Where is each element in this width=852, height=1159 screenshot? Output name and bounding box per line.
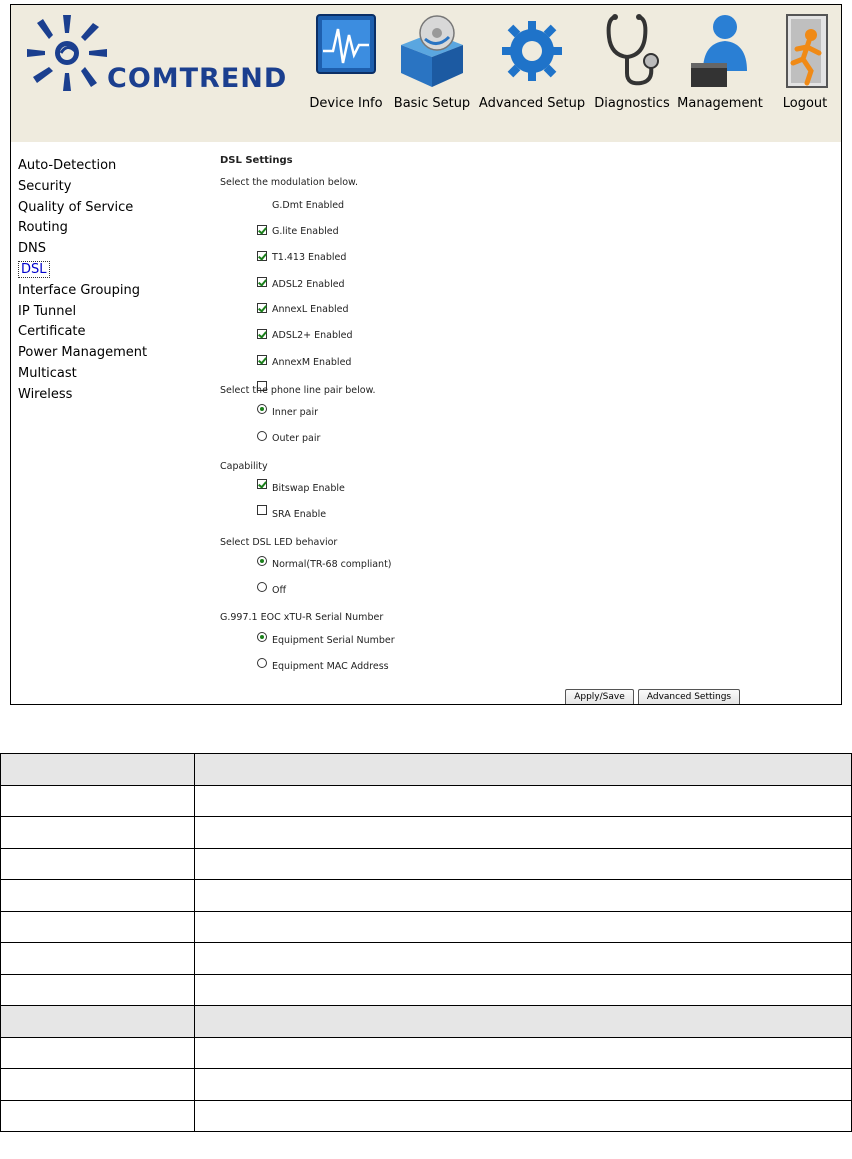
sidebar-item-quality-of-service[interactable] bbox=[11, 198, 147, 219]
sra-label: SRA Enable bbox=[272, 509, 327, 520]
table-cell bbox=[1, 911, 195, 943]
table-cell bbox=[1, 848, 195, 880]
adsl2-label: ADSL2 Enabled bbox=[272, 279, 345, 290]
sidebar-menu bbox=[11, 156, 147, 406]
sidebar-item-certificate[interactable] bbox=[11, 322, 147, 343]
advanced-settings-button[interactable]: Advanced Settings bbox=[638, 689, 740, 705]
table-cell bbox=[1, 1100, 195, 1132]
led-normal-label: Normal(TR-68 compliant) bbox=[272, 559, 392, 570]
sidebar-item-dsl[interactable] bbox=[11, 260, 147, 281]
t1413-label: T1.413 Enabled bbox=[272, 252, 347, 263]
table-cell bbox=[195, 754, 852, 786]
table-row bbox=[1, 785, 852, 817]
t1413-checkbox[interactable] bbox=[257, 277, 267, 287]
sidebar-item-label: DNS bbox=[18, 241, 46, 257]
sra-checkbox[interactable] bbox=[257, 505, 267, 515]
mac-address-radio[interactable] bbox=[257, 658, 267, 668]
sidebar-item-label: Power Management bbox=[18, 345, 148, 361]
table-cell bbox=[195, 911, 852, 943]
table-cell bbox=[1, 817, 195, 849]
table-cell bbox=[195, 817, 852, 849]
table-cell bbox=[195, 848, 852, 880]
page-title: DSL Settings bbox=[220, 155, 293, 166]
sidebar-item-multicast[interactable] bbox=[11, 364, 147, 385]
phone-pair-prompt: Select the phone line pair below. bbox=[220, 385, 376, 396]
annexm-label: AnnexM Enabled bbox=[272, 357, 352, 368]
sidebar-item-label: Multicast bbox=[18, 365, 77, 381]
mac-address-label: Equipment MAC Address bbox=[272, 661, 389, 672]
table-cell bbox=[195, 1037, 852, 1069]
modulation-prompt: Select the modulation below. bbox=[220, 177, 358, 188]
serial-number-radio[interactable] bbox=[257, 632, 267, 642]
nav-advanced-setup[interactable] bbox=[477, 11, 587, 111]
table-row bbox=[1, 1037, 852, 1069]
management-icon bbox=[685, 11, 755, 91]
table-cell bbox=[1, 754, 195, 786]
table-cell bbox=[195, 974, 852, 1006]
glite-checkbox[interactable] bbox=[257, 251, 267, 261]
capability-prompt: Capability bbox=[220, 461, 268, 472]
table-cell bbox=[1, 880, 195, 912]
table-row bbox=[1, 1069, 852, 1101]
table-row bbox=[1, 880, 852, 912]
bitswap-checkbox[interactable] bbox=[257, 479, 267, 489]
table-row bbox=[1, 974, 852, 1006]
sidebar-item-dns[interactable] bbox=[11, 239, 147, 260]
outer-pair-radio[interactable] bbox=[257, 431, 267, 441]
gdmt-checkbox[interactable] bbox=[257, 225, 267, 235]
advanced-setup-icon bbox=[497, 11, 567, 91]
sun-logo-icon bbox=[23, 13, 113, 93]
inner-pair-label: Inner pair bbox=[272, 407, 319, 418]
table-cell bbox=[1, 943, 195, 975]
brand-name: COMTREND bbox=[107, 63, 288, 94]
sidebar bbox=[11, 142, 173, 704]
nav-basic-setup[interactable] bbox=[389, 11, 475, 111]
inner-pair-radio[interactable] bbox=[257, 404, 267, 414]
header-bar bbox=[11, 5, 841, 142]
serial-prompt: G.997.1 EOC xTU-R Serial Number bbox=[220, 612, 384, 623]
nav-management[interactable] bbox=[675, 11, 765, 111]
table-cell bbox=[195, 1100, 852, 1132]
led-off-radio[interactable] bbox=[257, 582, 267, 592]
bitswap-label: Bitswap Enable bbox=[272, 483, 345, 494]
table-cell bbox=[1, 1037, 195, 1069]
basic-setup-icon bbox=[397, 11, 467, 91]
table-cell bbox=[195, 1069, 852, 1101]
sidebar-item-label: Auto-Detection bbox=[18, 158, 117, 173]
stethoscope-icon bbox=[597, 11, 667, 91]
adsl2plus-checkbox[interactable] bbox=[257, 355, 267, 365]
annexl-label: AnnexL Enabled bbox=[272, 304, 349, 315]
sidebar-item-label: Certificate bbox=[18, 324, 86, 340]
adsl2-checkbox[interactable] bbox=[257, 303, 267, 313]
nav-diagnostics[interactable] bbox=[591, 11, 673, 111]
sidebar-item-auto-detection[interactable] bbox=[11, 156, 147, 177]
sidebar-item-ip-tunnel[interactable] bbox=[11, 302, 147, 323]
settings-description-table bbox=[0, 753, 852, 1132]
adsl2plus-label: ADSL2+ Enabled bbox=[272, 330, 353, 341]
table-cell bbox=[1, 785, 195, 817]
table-cell bbox=[1, 1006, 195, 1038]
annexl-checkbox[interactable] bbox=[257, 329, 267, 339]
nav-logout[interactable] bbox=[773, 11, 837, 111]
apply-save-button[interactable]: Apply/Save bbox=[565, 689, 634, 705]
sidebar-item-interface-grouping[interactable] bbox=[11, 281, 147, 302]
sidebar-item-security[interactable] bbox=[11, 177, 147, 198]
sidebar-item-label: Wireless bbox=[18, 386, 73, 402]
table-row bbox=[1, 848, 852, 880]
nav-label: Management bbox=[677, 96, 763, 111]
led-normal-radio[interactable] bbox=[257, 556, 267, 566]
table-section-row bbox=[1, 1006, 852, 1038]
sidebar-item-label: Routing bbox=[18, 220, 68, 236]
logout-icon bbox=[773, 11, 842, 91]
table-header-row bbox=[1, 754, 852, 786]
device-info-icon bbox=[311, 11, 381, 91]
sidebar-item-power-management[interactable] bbox=[11, 343, 147, 364]
table-row bbox=[1, 817, 852, 849]
nav-label: Device Info bbox=[309, 96, 383, 111]
nav-label: Advanced Setup bbox=[478, 96, 586, 111]
table-cell bbox=[1, 974, 195, 1006]
table-cell bbox=[195, 943, 852, 975]
table-cell bbox=[195, 1006, 852, 1038]
nav-label: Diagnostics bbox=[594, 96, 670, 111]
comtrend-logo[interactable] bbox=[23, 13, 293, 133]
table-cell bbox=[195, 785, 852, 817]
serial-number-label: Equipment Serial Number bbox=[272, 635, 395, 646]
led-prompt: Select DSL LED behavior bbox=[220, 537, 338, 548]
sidebar-item-label: Security bbox=[18, 178, 72, 194]
table-cell bbox=[1, 1069, 195, 1101]
glite-label: G.lite Enabled bbox=[272, 226, 339, 237]
sidebar-item-wireless[interactable] bbox=[11, 385, 147, 406]
table-row bbox=[1, 1100, 852, 1132]
nav-device-info[interactable] bbox=[305, 11, 387, 111]
table-row bbox=[1, 943, 852, 975]
table-cell bbox=[195, 880, 852, 912]
sidebar-item-routing[interactable] bbox=[11, 218, 147, 239]
nav-label: Logout bbox=[782, 96, 828, 111]
sidebar-item-label: Interface Grouping bbox=[18, 282, 141, 298]
sidebar-item-label: DSL bbox=[18, 261, 50, 278]
gdmt-label: G.Dmt Enabled bbox=[272, 200, 345, 211]
nav-label: Basic Setup bbox=[393, 96, 471, 111]
router-web-ui-screenshot bbox=[10, 4, 842, 705]
led-off-label: Off bbox=[272, 585, 287, 596]
sidebar-item-label: IP Tunnel bbox=[18, 303, 77, 319]
sidebar-item-label: Quality of Service bbox=[18, 199, 134, 215]
outer-pair-label: Outer pair bbox=[272, 433, 321, 444]
table-row bbox=[1, 911, 852, 943]
dsl-settings-panel bbox=[173, 142, 841, 704]
